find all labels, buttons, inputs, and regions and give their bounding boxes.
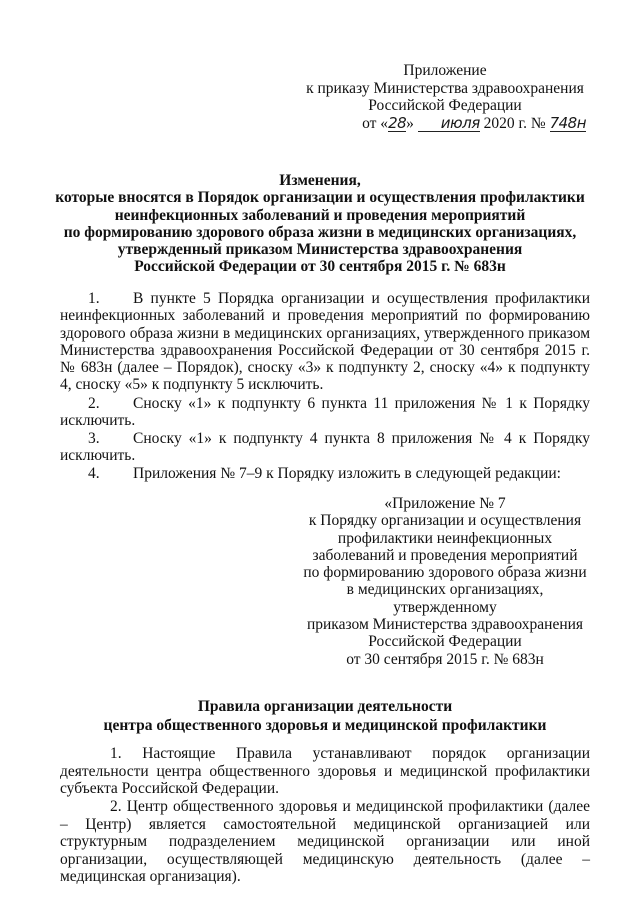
date-year: 2020 г. №	[483, 114, 546, 132]
appendix-line: к Порядку организации и осуществления	[308, 512, 582, 530]
appendix-7-header	[290, 495, 600, 668]
title-line: Изменения,	[279, 172, 361, 189]
title-line: по формированию здорового образа жизни в медицинских организациях,	[63, 223, 577, 241]
item-number: 1.	[88, 290, 100, 307]
rules-title	[60, 697, 590, 735]
appendix-line: в медицинских организациях,	[346, 581, 544, 599]
appendix-line: Российской Федерации	[368, 633, 522, 651]
rules-title-line: центра общественного здоровья и медицинской профилактики	[103, 717, 547, 734]
rules-paragraph-2: 2. Центр общественного здоровья и медицинской профилактики (далее – Центр) является самостоятельной медицинской организацией или структурным подразделением медицинской организации или иной организации, осуществляющей медицинскую деятельность (далее – медицинская организация).	[60, 798, 590, 885]
header-order-ref: к приказу Министерства здравоохранения	[306, 79, 584, 97]
title-line: Российской Федерации от 30 сентября 2015 г. № 683н	[134, 258, 506, 276]
item-2	[60, 395, 590, 430]
date-prefix: от «	[362, 114, 389, 132]
title-line: утвержденный приказом Министерства здравоохранения	[117, 241, 523, 259]
appendix-line: утвержденному	[393, 598, 497, 616]
title-line: которые вносятся в Порядок организации и осуществления профилактики	[55, 189, 585, 207]
rules-title-line: Правила организации деятельности	[197, 698, 453, 715]
appendix-line: «Приложение № 7	[384, 495, 506, 512]
header-country: Российской Федерации	[368, 97, 522, 114]
date-month-handwritten: июля	[418, 116, 480, 132]
item-text: Сноску «1» к подпункту 4 пункта 8 приложения № 4 к Порядку исключить.	[60, 430, 590, 465]
date-mid: »	[406, 114, 414, 132]
appendix-line: по формированию здорового образа жизни	[303, 564, 587, 582]
item-number: 2.	[88, 395, 100, 412]
item-1	[60, 290, 590, 394]
item-text: В пункте 5 Порядка организации и осуществления профилактики неинфекционных заболеваний и проведения мероприятий по формированию здорового образа жизни в медицинских организациях, утвержденного приказом Министерства здравоохранения Российской Федерации от 30 сентября 2015 г. № 683н (далее – Порядок), сноску «3» к подпункту 2, сноску «4» к подпункту 4, сноску «5» к подпункту 5 исключить.	[60, 290, 590, 394]
appendix-header	[300, 62, 590, 132]
title-line: неинфекционных заболеваний и проведения мероприятий	[114, 206, 526, 224]
header-date-line	[300, 115, 590, 133]
rules-paragraph-1: 1. Настоящие Правила устанавливают порядок организации деятельности центра общественного здоровья и медицинской профилактики субъекта Российской Федерации.	[60, 745, 590, 797]
item-text: Сноску «1» к подпункту 6 пункта 11 приложения № 1 к Порядку исключить.	[60, 395, 590, 430]
appendix-line: от 30 сентября 2015 г. № 683н	[346, 650, 544, 668]
item-3	[60, 430, 590, 465]
item-text: Приложения № 7–9 к Порядку изложить в следующей редакции:	[133, 465, 561, 482]
header-appendix-label: Приложение	[403, 62, 487, 79]
order-number-handwritten: 748н	[549, 113, 586, 132]
item-number: 4.	[88, 465, 100, 482]
appendix-line: приказом Министерства здравоохранения	[306, 616, 584, 634]
appendix-line: профилактики неинфекционных	[337, 529, 553, 547]
item-4	[60, 465, 590, 482]
appendix-line: заболеваний и проведения мероприятий	[312, 546, 578, 564]
item-number: 3.	[88, 430, 100, 447]
document-title	[40, 172, 600, 276]
date-day-handwritten: 28	[388, 113, 407, 132]
